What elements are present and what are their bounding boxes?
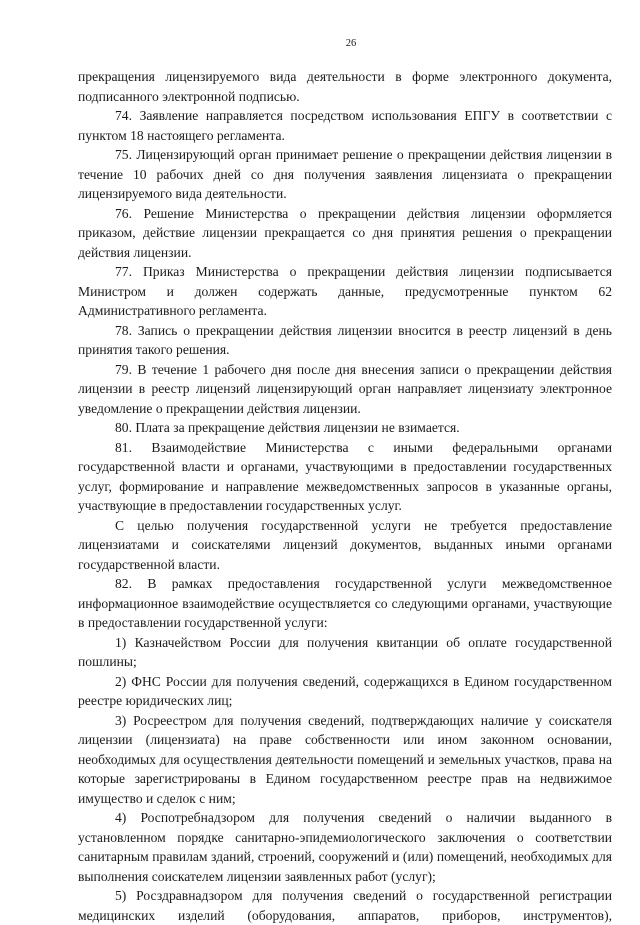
- paragraph: 2) ФНС России для получения сведений, содержащихся в Едином государственном реестре юридических лиц;: [78, 673, 612, 708]
- paragraph: 79. В течение 1 рабочего дня после дня внесения записи о прекращении действия лицензии в реестр лицензий лицензирующий орган направляет лицензиату электронное уведомление о прекращении действия лицензии.: [78, 361, 612, 416]
- paragraph: С целью получения государственной услуги не требуется предоставление лицензиатами и соискателями лицензий документов, выданных иными органами государственной власти.: [78, 517, 612, 572]
- paragraph: 4) Роспотребнадзором для получения сведений о наличии выданного в установленном порядке санитарно-эпидемиологического заключения о соответствии санитарным правилам зданий, строений, сооружений и (или) помещений, необходимых для выполнения соискателем лицензии заявленных работ (услуг);: [78, 810, 612, 884]
- paragraph: 5) Росздравнадзором для получения сведений о государственной регистрации медицинских изделий (оборудования, аппаратов, приборов, инструментов),: [78, 888, 612, 923]
- paragraph: 80. Плата за прекращение действия лицензии не взимается.: [115, 420, 460, 435]
- paragraph: 81. Взаимодействие Министерства с иными федеральными органами государственной власти и органами, участвующими в предоставлении государственных услуг, формирование и направление межведомственных запросов в указанные органы, участвующие в предоставлении государственных услуг.: [78, 439, 612, 513]
- paragraph: 74. Заявление направляется посредством использования ЕПГУ в соответствии с пунктом 18 настоящего регламента.: [78, 108, 612, 143]
- paragraph: прекращения лицензируемого вида деятельности в форме электронного документа, подписанного электронной подписью.: [78, 69, 612, 104]
- paragraph: 75. Лицензирующий орган принимает решение о прекращении действия лицензии в течение 10 рабочих дней со дня получения заявления лицензиата о прекращении лицензируемого вида деятельности.: [78, 147, 612, 201]
- paragraph: 78. Запись о прекращении действия лицензии вносится в реестр лицензий в день принятия такого решения.: [78, 322, 612, 357]
- paragraph: 3) Росреестром для получения сведений, подтверждающих наличие у соискателя лицензии (лицензиата) на праве собственности или ином законном основании, необходимых для осуществления деятельности помещений и земельных участков, права на которые зарегистрированы в Едином государственном реестре прав на недвижимое имущество и сделок с ним;: [78, 712, 612, 806]
- document-body: [78, 67, 612, 925]
- paragraph: 82. В рамках предоставления государственной услуги межведомственное информационное взаимодействие осуществляется со следующими органами, участвующие в предоставлении государственной услуги:: [78, 576, 612, 630]
- page-number: 26: [345, 38, 357, 49]
- paragraph: 1) Казначейством России для получения квитанции об оплате государственной пошлины;: [78, 634, 612, 669]
- paragraph: 76. Решение Министерства о прекращении действия лицензии оформляется приказом, действие лицензии прекращается со дня принятия решения о прекращении действия лицензии.: [78, 205, 612, 260]
- paragraph: 77. Приказ Министерства о прекращении действия лицензии подписывается Министром и должен содержать данные, предусмотренные пунктом 62 Административного регламента.: [78, 264, 612, 318]
